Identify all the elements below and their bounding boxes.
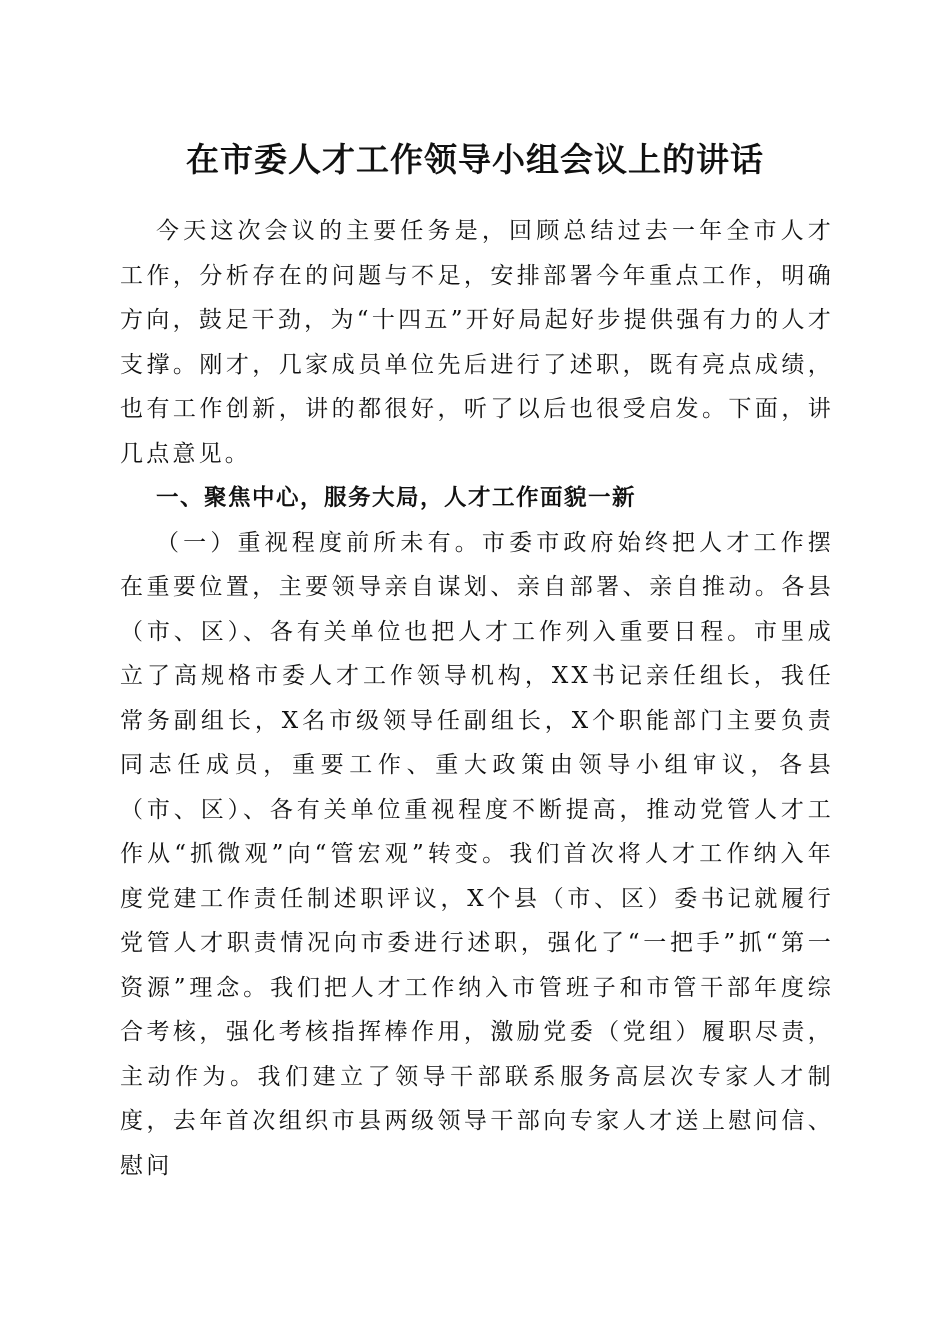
- subsection-paragraph: [120, 521, 834, 1189]
- subsection-heading: （一）重视程度前所未有。: [156, 529, 482, 556]
- intro-paragraph: 今天这次会议的主要任务是，回顾总结过去一年全市人才工作，分析存在的问题与不足，安排部署今年重点工作，明确方向，鼓足干劲，为“十四五”开好局起好步提供强有力的人才支撑。刚才，几家成员单位先后进行了述职，既有亮点成绩，也有工作创新，讲的都很好，听了以后也很受启发。下面，讲几点意见。: [120, 218, 834, 467]
- subsection-text: 市委市政府始终把人才工作摆在重要位置，主要领导亲自谋划、亲自部署、亲自推动。各县（市、区）、各有关单位也把人才工作列入重要日程。市里成立了高规格市委人才工作领导机构，XX书记亲任组长，我任常务副组长，X名市级领导任副组长，X个职能部门主要负责同志任成员，重要工作、重大政策由领导小组审议，各县（市、区）、各有关单位重视程度不断提高，推动党管人才工作从“抓微观”向“管宏观”转变。我们首次将人才工作纳入年度党建工作责任制述职评议，X个县（市、区）委书记就履行党管人才职责情况向市委进行述职，强化了“一把手”抓“第一资源”理念。我们把人才工作纳入市管班子和市管干部年度综合考核，强化考核指挥棒作用，激励党委（党组）履职尽责，主动作为。我们建立了领导干部联系服务高层次专家人才制度，去年首次组织市县两级领导干部向专家人才送上慰问信、慰问: [120, 529, 834, 1179]
- document-body: [120, 209, 834, 1188]
- section-heading: 一、聚焦中心，服务大局，人才工作面貌一新: [156, 485, 637, 511]
- document-title: 在市委人才工作领导小组会议上的讲话: [186, 140, 764, 179]
